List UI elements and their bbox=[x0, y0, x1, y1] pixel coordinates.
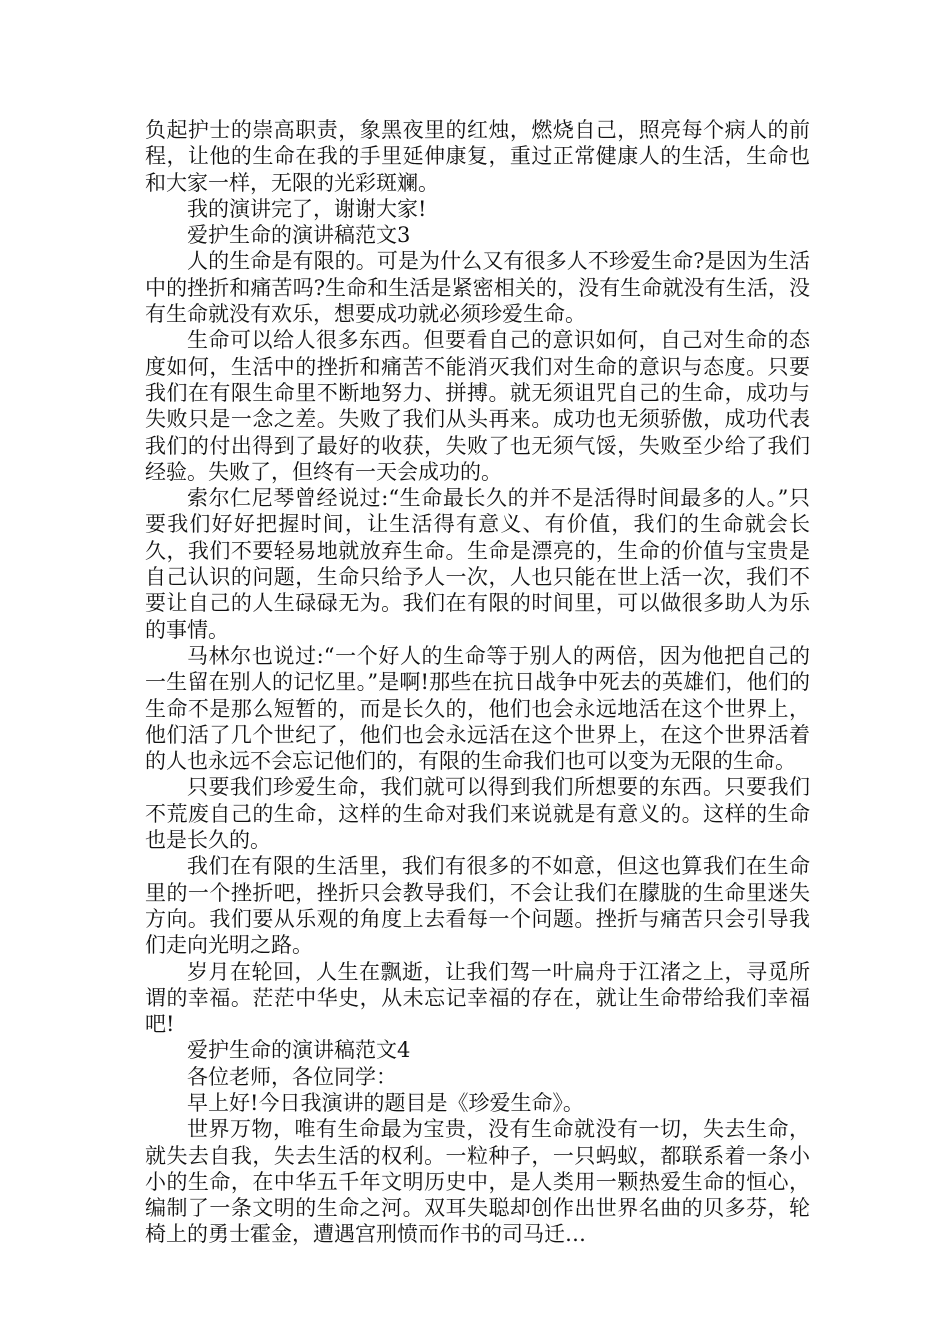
paragraph-closing: 我的演讲完了，谢谢大家! bbox=[187, 196, 427, 221]
section-heading-4: 爱护生命的演讲稿范文4 bbox=[187, 1038, 411, 1063]
paragraph: 只要我们珍爱生命，我们就可以得到我们所想要的东西。只要我们不荒废自己的生命，这样的生命对我们来说就是有意义的。这样的生命也是长久的。 bbox=[145, 775, 810, 853]
section-heading-3: 爱护生命的演讲稿范文3 bbox=[187, 223, 411, 248]
paragraph: 索尔仁尼琴曾经说过:“生命最长久的并不是活得时间最多的人。”只要我们好好把握时间，让生活得有意义、有价值，我们的生命就会长久，我们不要轻易地就放弃生命。生命是漂亮的，生命的价值与宝贵是自己认识的问题，生命只给予人一次，人也只能在世上活一次，我们不要让自己的人生碌碌无为。我们在有限的时间里，可以做很多助人为乐的事情。 bbox=[145, 486, 810, 642]
paragraph: 我们在有限的生活里，我们有很多的不如意，但这也算我们在生命里的一个挫折吧，挫折只会教导我们，不会让我们在朦胧的生命里迷失方向。我们要从乐观的角度上去看每一个问题。挫折与痛苦只会引导我们走向光明之路。 bbox=[145, 854, 810, 958]
paragraph: 世界万物，唯有生命最为宝贵，没有生命就没有一切，失去生命，就失去自我，失去生活的权利。一粒种子，一只蚂蚁，都联系着一条小小的生命，在中华五千年文明历史中，是人类用一颗热爱生命的恒心，编制了一条文明的生命之河。双耳失聪却创作出世界名曲的贝多芬，轮椅上的勇士霍金，遭遇宫刑愤而作书的司马迁… bbox=[145, 1117, 810, 1247]
paragraph: 岁月在轮回，人生在飘逝，让我们驾一叶扁舟于江渚之上，寻觅所谓的幸福。茫茫中华史，从未忘记幸福的存在，就让生命带给我们幸福吧! bbox=[145, 959, 810, 1037]
paragraph-continuation: 负起护士的崇高职责，象黑夜里的红烛，燃烧自己，照亮每个病人的前程，让他的生命在我的手里延伸康复，重过正常健康人的生活，生命也和大家一样，无限的光彩斑斓。 bbox=[145, 118, 810, 195]
paragraph: 早上好!今日我演讲的题目是《珍爱生命》。 bbox=[187, 1090, 584, 1115]
paragraph: 生命可以给人很多东西。但要看自己的意识如何，自己对生命的态度如何，生活中的挫折和痛苦不能消灭我们对生命的意识与态度。只要我们在有限生命里不断地努力、拼搏。就无须诅咒自己的生命，成功与失败只是一念之差。失败了我们从头再来。成功也无须骄傲，成功代表我们的付出得到了最好的收获，失败了也无须气馁，失败至少给了我们经验。失败了，但终有一天会成功的。 bbox=[145, 328, 810, 484]
paragraph: 人的生命是有限的。可是为什么又有很多人不珍爱生命?是因为生活中的挫折和痛苦吗?生命和生活是紧密相关的，没有生命就没有生活，没有生命就没有欢乐，想要成功就必须珍爱生命。 bbox=[145, 249, 810, 327]
paragraph: 马林尔也说过:“一个好人的生命等于别人的两倍，因为他把自己的一生留在别人的记忆里。”是啊!那些在抗日战争中死去的英雄们，他们的生命不是那么短暂的，而是长久的，他们也会永远地活在这个世界上，他们活了几个世纪了，他们也会永远活在这个世界上，在这个世界活着的人也永远不会忘记他们的，有限的生命我们也可以变为无限的生命。 bbox=[145, 643, 810, 774]
salutation: 各位老师，各位同学： bbox=[187, 1064, 397, 1089]
document-page bbox=[145, 117, 810, 1248]
